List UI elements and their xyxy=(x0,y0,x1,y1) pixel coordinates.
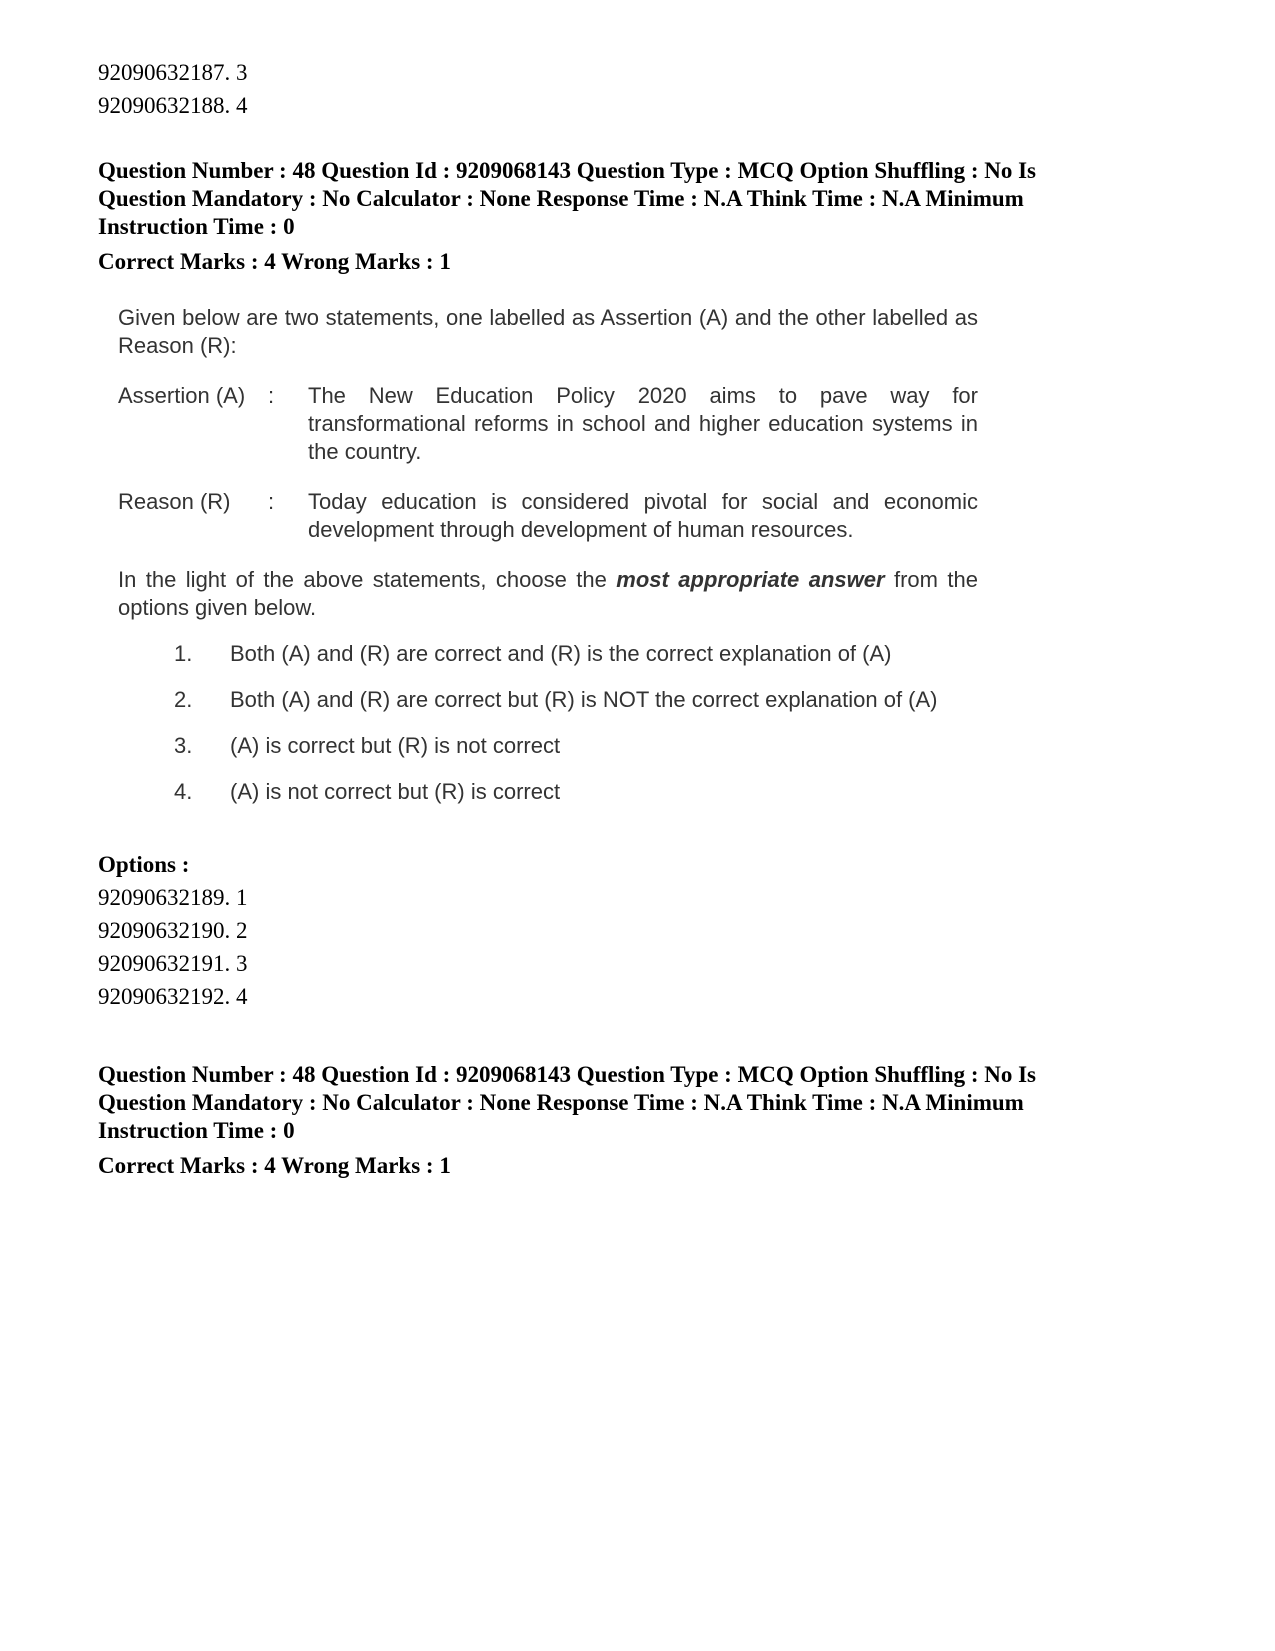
assertion-colon: : xyxy=(268,383,275,408)
next-question-marks: Correct Marks : 4 Wrong Marks : 1 xyxy=(98,1153,451,1178)
question-meta-line-1: Question Number : 48 Question Id : 9209068143 Question Type : MCQ Option Shuffling : No Is xyxy=(98,158,1037,183)
assertion-label: Assertion (A) xyxy=(118,383,246,408)
option-line: 92090632191. 3 xyxy=(98,951,248,976)
choice-item xyxy=(174,640,978,668)
question-intro: Given below are two statements, one labelled as Assertion (A) and the other labelled as Reason (R): xyxy=(118,305,978,358)
reason-text: Today education is considered pivotal for social and economic development through development of human resources. xyxy=(308,489,978,542)
option-line: 92090632189. 1 xyxy=(98,885,248,910)
instruction-emphasis: most appropriate answer xyxy=(616,567,885,592)
reason-colon: : xyxy=(268,489,275,514)
choice-item xyxy=(174,686,978,714)
choice-number: 2. xyxy=(174,687,193,712)
reason-statement xyxy=(118,488,978,544)
choice-text: Both (A) and (R) are correct and (R) is the correct explanation of (A) xyxy=(230,641,892,666)
choice-number: 1. xyxy=(174,641,193,666)
choice-number: 3. xyxy=(174,733,193,758)
choice-text: Both (A) and (R) are correct but (R) is NOT the correct explanation of (A) xyxy=(230,687,938,712)
question-instruction xyxy=(118,566,978,622)
choice-number: 4. xyxy=(174,779,193,804)
choice-text: (A) is correct but (R) is not correct xyxy=(230,733,561,758)
choice-text: (A) is not correct but (R) is correct xyxy=(230,779,561,804)
choice-list xyxy=(174,640,978,806)
option-line: 92090632192. 4 xyxy=(98,984,248,1009)
choice-item xyxy=(174,778,978,806)
next-question-meta-line-2: Question Mandatory : No Calculator : None Response Time : N.A Think Time : N.A Minimum xyxy=(98,1090,1024,1115)
choice-item xyxy=(174,732,978,760)
question-meta-line-3: Instruction Time : 0 xyxy=(98,214,295,239)
prev-option-3: 92090632187. 3 xyxy=(98,60,248,85)
assertion-statement xyxy=(118,382,978,466)
prev-option-4: 92090632188. 4 xyxy=(98,93,248,118)
question-body xyxy=(118,304,978,806)
option-line: 92090632190. 2 xyxy=(98,918,248,943)
reason-label: Reason (R) xyxy=(118,489,231,514)
instruction-prefix: In the light of the above statements, choose the xyxy=(118,567,617,592)
instruction-suffix: from the options given below. xyxy=(118,567,978,620)
options-heading: Options : xyxy=(98,852,190,877)
next-question-meta-line-3: Instruction Time : 0 xyxy=(98,1118,295,1143)
question-marks: Correct Marks : 4 Wrong Marks : 1 xyxy=(98,249,451,274)
next-question-meta-line-1: Question Number : 48 Question Id : 9209068143 Question Type : MCQ Option Shuffling : No Is xyxy=(98,1062,1037,1087)
question-block xyxy=(98,157,1178,1013)
document-page xyxy=(98,56,1178,1180)
assertion-text: The New Education Policy 2020 aims to pave way for transformational reforms in school and higher education systems in the country. xyxy=(308,383,978,464)
next-question-block xyxy=(98,1061,1178,1180)
question-meta-line-2: Question Mandatory : No Calculator : None Response Time : N.A Think Time : N.A Minimum xyxy=(98,186,1024,211)
